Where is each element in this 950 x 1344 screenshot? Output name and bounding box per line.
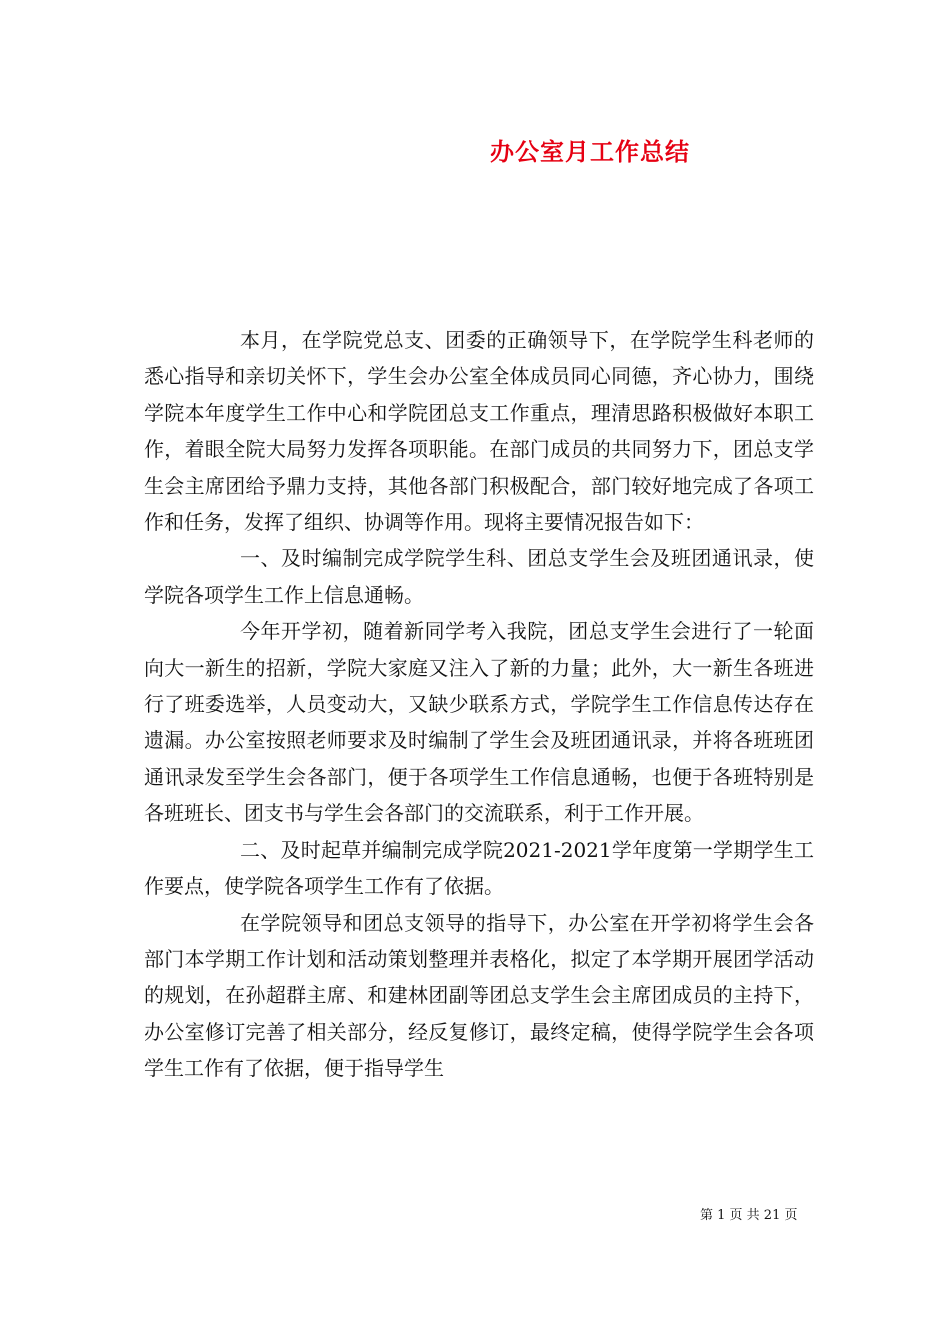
page-number: 第 1 页 共 21 页: [700, 1208, 798, 1223]
document-title: 办公室月工作总结: [490, 137, 690, 166]
paragraph-section-2: 在学院领导和团总支领导的指导下，办公室在开学初将学生会各部门本学期工作计划和活动策划整理并表格化，拟定了本学期开展团学活动的规划，在孙超群主席、和建林团副等团总支学生会主席团成员的主持下，办公室修订完善了相关部分，经反复修订，最终定稿，使得学院学生会各项学生工作有了依据，便于指导学生: [144, 910, 814, 1081]
paragraph-heading-1: 一、及时编制完成学院学生科、团总支学生会及班团通讯录，使学院各项学生工作上信息通畅。: [144, 546, 814, 607]
document-body: [144, 322, 814, 1087]
paragraph-section-1: 今年开学初，随着新同学考入我院，团总支学生会进行了一轮面向大一新生的招新，学院大家庭又注入了新的力量；此外，大一新生各班进行了班委选举，人员变动大，又缺少联系方式，学院学生工作信息传达存在遗漏。办公室按照老师要求及时编制了学生会及班团通讯录，并将各班班团通讯录发至学生会各部门，便于各项学生工作信息通畅，也便于各班特别是各班班长、团支书与学生会各部门的交流联系，利于工作开展。: [144, 619, 814, 826]
paragraph-intro: 本月，在学院党总支、团委的正确领导下，在学院学生科老师的悉心指导和亲切关怀下，学生会办公室全体成员同心同德，齐心协力，围绕学院本年度学生工作中心和学院团总支工作重点，理清思路积极做好本职工作，着眼全院大局努力发挥各项职能。在部门成员的共同努力下，团总支学生会主席团给予鼎力支持，其他各部门积极配合，部门较好地完成了各项工作和任务，发挥了组织、协调等作用。现将主要情况报告如下：: [144, 328, 814, 535]
paragraph-heading-2: 二、及时起草并编制完成学院2021-2021学年度第一学期学生工作要点，使学院各项学生工作有了依据。: [144, 837, 814, 899]
